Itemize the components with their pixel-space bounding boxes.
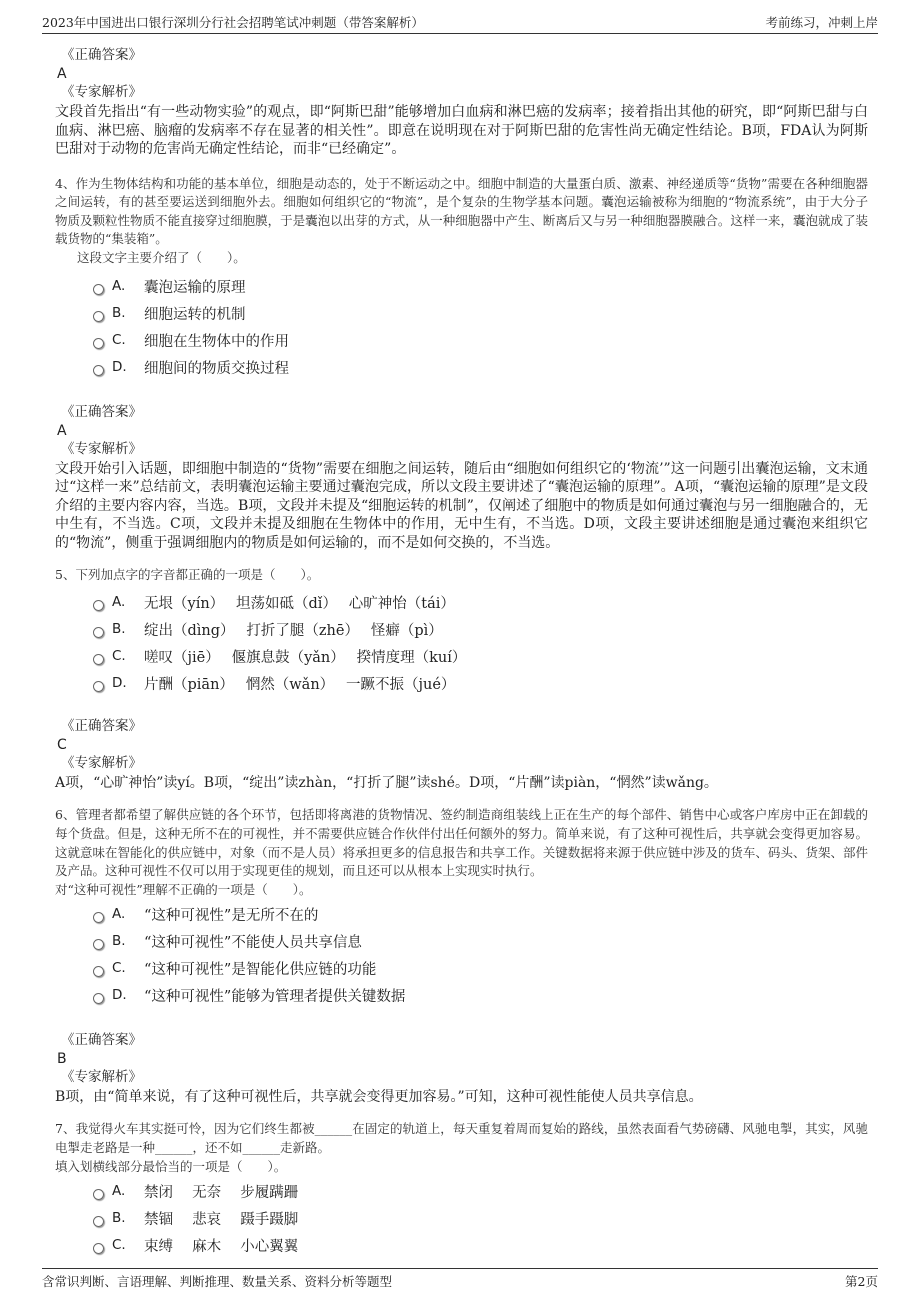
- option-a[interactable]: [93, 901, 868, 928]
- option-letter: A.: [112, 278, 126, 295]
- analysis-text: B项，由“简单来说，有了这种可视性后，共享就会变得更加容易。”可知，这种可视性能使人员共享信息。: [55, 1088, 703, 1105]
- option-text: 细胞在生物体中的作用: [144, 333, 289, 350]
- option-letter: C.: [112, 332, 126, 349]
- q3-answer-block: [55, 46, 868, 159]
- option-letter: A.: [112, 906, 126, 923]
- radio-icon[interactable]: [93, 939, 104, 950]
- option-a[interactable]: [93, 1178, 868, 1205]
- radio-icon[interactable]: [93, 912, 104, 923]
- options-list: [93, 1178, 868, 1259]
- answer-value: C: [57, 736, 67, 753]
- options-list: [93, 901, 868, 1009]
- radio-icon[interactable]: [93, 654, 104, 665]
- question-stem: 这段文字主要介绍了（ ）。: [77, 249, 246, 265]
- option-letter: D.: [112, 987, 127, 1004]
- q6-answer-block: [55, 1031, 868, 1107]
- radio-icon[interactable]: [93, 1243, 104, 1254]
- option-text: 无垠（yín） 坦荡如砥（dǐ） 心旷神怡（tái）: [144, 595, 455, 612]
- radio-icon[interactable]: [93, 311, 104, 322]
- question-text: 4、作为生物体结构和功能的基本单位，细胞是动态的，处于不断运动之中。细胞中制造的大量蛋白质、激素、神经递质等“货物”需要在各种细胞器之间运转，有的甚至要运送到细胞外去。细胞如何组织它的“物流”，是个复杂的生物学基本问题。囊泡运输被称为细胞的“物流系统”，由于大分子物质及颗粒性物质不能直接穿过细胞膜，于是囊泡以出芽的方式，从一种细胞器中产生、断离后又与另一种细胞器膜融合。这样一来，囊泡就成了装载货物的“集装箱”。: [55, 175, 868, 247]
- option-letter: B.: [112, 621, 126, 638]
- question-6: [55, 806, 868, 1106]
- option-b[interactable]: [93, 1205, 868, 1232]
- option-letter: C.: [112, 1237, 126, 1254]
- option-text: “这种可视性”是智能化供应链的功能: [144, 961, 377, 978]
- radio-icon[interactable]: [93, 627, 104, 638]
- answer-label: 《正确答案》: [61, 717, 142, 734]
- option-text: 束缚 麻木 小心翼翼: [144, 1238, 299, 1255]
- option-letter: C.: [112, 648, 126, 665]
- page-content: [55, 46, 868, 1259]
- question-stem: 填入划横线部分最恰当的一项是（ ）。: [55, 1158, 287, 1174]
- option-c[interactable]: [93, 955, 868, 982]
- analysis-label: 《专家解析》: [61, 440, 142, 457]
- page-footer: [42, 1268, 878, 1293]
- question-7: [55, 1120, 868, 1258]
- radio-icon[interactable]: [93, 1216, 104, 1227]
- option-b[interactable]: [93, 300, 868, 327]
- radio-icon[interactable]: [93, 681, 104, 692]
- option-letter: D.: [112, 359, 127, 376]
- option-c[interactable]: [93, 643, 868, 670]
- option-text: 禁锢 悲哀 蹑手蹑脚: [144, 1211, 299, 1228]
- option-text: 禁闭 无奈 步履蹒跚: [144, 1184, 299, 1201]
- radio-icon[interactable]: [93, 1189, 104, 1200]
- question-text: 7、我觉得火车其实挺可怜，因为它们终生都被______在固定的轨道上，每天重复着周而复始的路线，虽然表面看气势磅礴、风驰电掣，其实，风驰电掣走老路是一种______，还不如______走新路。: [55, 1121, 868, 1155]
- page-header: [42, 9, 878, 34]
- question-text: 6、管理者都希望了解供应链的各个环节，包括即将离港的货物情况、签约制造商组装线上正在生产的每个部件、销售中心或客户库房中正在卸载的每个货盘。但是，这种无所不在的可视性，并不需要供应链合作伙伴付出任何额外的努力。简单来说，有了这种可视性后，共享就会变得更加容易。这就意味在智能化的供应链中，对象（而不是人员）将承担更多的信息报告和共享工作。关键数据将来源于供应链中涉及的货车、码头、货架、部件及产品。这种可视性不仅可以用于实现更佳的规划，而且还可以从根本上实现实时执行。: [55, 807, 868, 879]
- option-b[interactable]: [93, 928, 868, 955]
- option-a[interactable]: [93, 589, 868, 616]
- radio-icon[interactable]: [93, 284, 104, 295]
- radio-icon[interactable]: [93, 365, 104, 376]
- answer-value: A: [57, 422, 67, 439]
- option-letter: A.: [112, 594, 126, 611]
- option-letter: B.: [112, 933, 126, 950]
- option-d[interactable]: [93, 354, 868, 381]
- option-text: 细胞运转的机制: [144, 306, 246, 323]
- options-list: [93, 589, 868, 697]
- option-c[interactable]: [93, 327, 868, 354]
- analysis-text: 文段首先指出“有一些动物实验”的观点，即“阿斯巴甜”能够增加白血病和淋巴癌的发病率；接着指出其他的研究，即“阿斯巴甜与白血病、淋巴癌、脑瘤的发病率不存在显著的相关性”。即意在说明现在对于阿斯巴甜的危害性尚无确定性结论。B项，FDA认为阿斯巴甜对于动物的危害尚无确定性结论，而非“已经确定”。: [55, 104, 868, 157]
- option-text: 绽出（dìng） 打折了腿（zhē） 怪癖（pì）: [144, 622, 443, 639]
- question-4: [55, 175, 868, 553]
- analysis-text: 文段开始引入话题，即细胞中制造的“货物”需要在细胞之间运转，随后由“细胞如何组织它的‘物流’”这一问题引出囊泡运输，文末通过“这样一来”总结前文，表明囊泡运输主要通过囊泡完成，所以文段主要讲述了“囊泡运输的原理”。A项，“囊泡运输的原理”是文段介绍的主要内容内容，当选。B项，文段并未提及“细胞运转的机制”，仅阐述了细胞中的物质是如何通过囊泡与另一细胞融合的，无中生有，不当选。C项，文段并未提及细胞在生物体中的作用，无中生有，不当选。D项，文段主要讲述细胞是通过囊泡来组织它的“物流”，侧重于强调细胞内的物质是如何运输的，而不是如何交换的，不当选。: [55, 460, 868, 551]
- analysis-label: 《专家解析》: [61, 754, 142, 771]
- answer-label: 《正确答案》: [61, 403, 142, 420]
- analysis-label: 《专家解析》: [61, 1068, 142, 1085]
- question-5: [55, 566, 868, 792]
- option-letter: A.: [112, 1183, 126, 1200]
- option-d[interactable]: [93, 670, 868, 697]
- question-stem: 对“这种可视性”理解不正确的一项是（ ）。: [55, 881, 312, 897]
- radio-icon[interactable]: [93, 338, 104, 349]
- option-d[interactable]: [93, 982, 868, 1009]
- footer-description: 含常识判断、言语理解、判断推理、数量关系、资料分析等题型: [42, 1274, 393, 1289]
- option-b[interactable]: [93, 616, 868, 643]
- analysis-text: A项，“心旷神怡”读yí。B项，“绽出”读zhàn，“打折了腿”读shé。D项，“片酬”读piàn，“惘然”读wǎng。: [55, 774, 718, 791]
- option-a[interactable]: [93, 273, 868, 300]
- option-text: “这种可视性”能够为管理者提供关键数据: [144, 988, 406, 1005]
- option-c[interactable]: [93, 1232, 868, 1259]
- answer-label: 《正确答案》: [61, 1031, 142, 1048]
- option-letter: D.: [112, 675, 127, 692]
- option-text: 片酬（piān） 惘然（wǎn） 一蹶不振（jué）: [144, 676, 456, 693]
- answer-value: A: [57, 66, 67, 82]
- question-text: 5、下列加点字的字音都正确的一项是（ ）。: [55, 567, 320, 583]
- analysis-label: 《专家解析》: [61, 84, 142, 100]
- options-list: [93, 273, 868, 381]
- header-slogan: 考前练习，冲刺上岸: [765, 15, 878, 30]
- header-title: 2023年中国进出口银行深圳分行社会招聘笔试冲刺题（带答案解析）: [42, 15, 424, 30]
- option-letter: B.: [112, 1210, 126, 1227]
- option-text: 嗟叹（jiē） 偃旗息鼓（yǎn） 揆情度理（kuí）: [144, 649, 467, 666]
- radio-icon[interactable]: [93, 993, 104, 1004]
- answer-value: B: [57, 1050, 67, 1067]
- option-text: 囊泡运输的原理: [144, 279, 246, 296]
- page-number: 第2页: [845, 1274, 878, 1289]
- option-letter: C.: [112, 960, 126, 977]
- answer-label: 《正确答案》: [61, 47, 142, 63]
- radio-icon[interactable]: [93, 966, 104, 977]
- option-text: “这种可视性”不能使人员共享信息: [144, 934, 362, 951]
- q5-answer-block: [55, 717, 868, 793]
- q4-answer-block: [55, 403, 868, 553]
- option-text: “这种可视性”是无所不在的: [144, 907, 319, 924]
- option-letter: B.: [112, 305, 126, 322]
- option-text: 细胞间的物质交换过程: [144, 360, 289, 377]
- radio-icon[interactable]: [93, 600, 104, 611]
